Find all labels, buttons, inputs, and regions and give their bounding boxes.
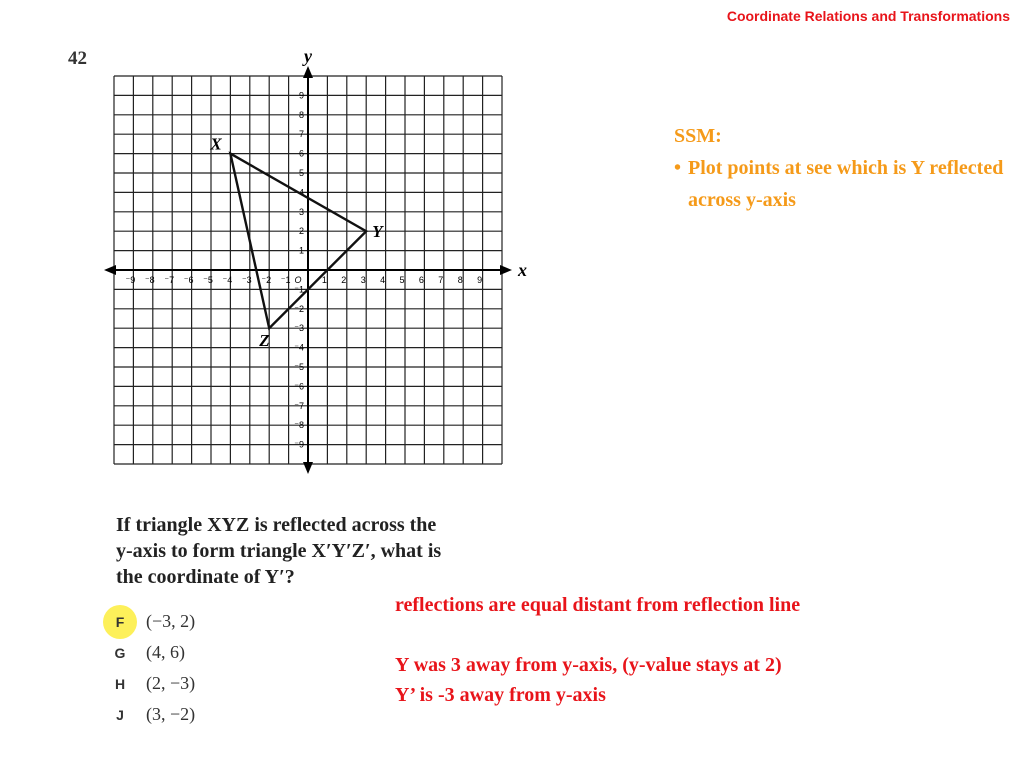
tick-label-y: 4 <box>298 187 304 198</box>
tick-label-x: 5 <box>399 275 405 285</box>
tick-label-x: 3 <box>360 275 366 285</box>
tick-label-x: 2 <box>341 275 347 285</box>
tick-label-x: 9 <box>477 275 483 285</box>
question-line-3: the coordinate of Y′? <box>116 566 295 588</box>
tick-label-y: 7 <box>298 129 304 140</box>
tick-label-x: ⁻4 <box>222 275 233 285</box>
ssm-bullet-text: Plot points at see which is Y reflected across y-axis <box>688 157 1004 211</box>
choice-j[interactable] <box>112 699 195 730</box>
tick-label-y: 2 <box>298 226 304 237</box>
choice-text: (4, 6) <box>146 642 185 662</box>
tick-label-x: 8 <box>457 275 463 285</box>
question-line-1: If triangle XYZ is reflected across the <box>116 514 437 536</box>
tick-label-y: ⁻3 <box>294 323 304 334</box>
tick-label-y: ⁻2 <box>294 303 304 314</box>
vertex-label-x: X <box>210 134 222 154</box>
bullet-mark: • <box>674 157 682 179</box>
choice-text: (−3, 2) <box>146 611 196 631</box>
question-number: 42 <box>68 48 87 69</box>
tick-label-y: ⁻6 <box>294 381 304 392</box>
vertex-label-y: Y <box>372 222 383 242</box>
choice-letter: F <box>112 614 128 630</box>
triangle-outline <box>230 154 366 329</box>
tick-label-x: ⁻5 <box>203 275 213 285</box>
tick-label-x: ⁻8 <box>144 275 155 285</box>
ssm-bullet <box>674 152 1004 216</box>
tick-label-x: 1 <box>321 275 327 285</box>
choice-g[interactable] <box>112 637 195 668</box>
y-axis-arrow-up <box>303 66 313 78</box>
choice-letter: G <box>114 644 126 661</box>
tick-label-x: 6 <box>418 275 424 285</box>
x-axis-label: x <box>518 260 527 280</box>
choice-h[interactable] <box>112 668 195 699</box>
tick-label-y: ⁻5 <box>294 362 304 372</box>
explanation <box>395 590 995 710</box>
tick-label-y: ⁻1 <box>294 284 304 295</box>
x-axis-arrow-left <box>104 265 116 275</box>
triangle-xyz <box>209 135 384 351</box>
ssm-note <box>674 120 1004 216</box>
tick-label-y: ⁻7 <box>294 400 304 411</box>
choice-f[interactable] <box>112 606 195 637</box>
choice-letter: H <box>114 675 126 692</box>
tick-label-y: 6 <box>298 148 304 159</box>
tick-label-y: 9 <box>298 90 304 101</box>
tick-label-x: ⁻3 <box>241 275 252 285</box>
tick-label-y: ⁻9 <box>294 439 304 450</box>
explanation-line-3: Y’ is -3 away from y-axis <box>395 684 606 706</box>
tick-label-x: ⁻2 <box>261 275 272 285</box>
tick-label-y: ⁻8 <box>294 420 304 431</box>
x-axis-arrow-right <box>500 265 512 275</box>
explanation-line-2: Y was 3 away from y-axis, (y-value stays at 2) <box>395 654 782 676</box>
y-axis-arrow-down <box>303 462 313 474</box>
tick-label-y: 5 <box>298 168 304 178</box>
vertex-label-z: Z <box>259 331 270 351</box>
ssm-heading: SSM: <box>674 125 722 147</box>
tick-label-x: 7 <box>438 275 444 285</box>
question-text <box>116 512 546 590</box>
tick-label-y: 1 <box>298 245 304 256</box>
tick-label-x: ⁻9 <box>125 275 136 285</box>
tick-label-y: 3 <box>298 206 304 217</box>
tick-label-x: ⁻6 <box>183 275 194 285</box>
tick-label-x: ⁻7 <box>164 275 175 285</box>
explanation-line-1: reflections are equal distant from reflection line <box>395 594 801 616</box>
choice-text: (2, −3) <box>146 673 196 693</box>
tick-label-y: 8 <box>298 109 304 120</box>
answer-choices <box>112 606 195 730</box>
tick-label-x: ⁻1 <box>280 275 291 285</box>
tick-label-y: ⁻4 <box>294 342 304 353</box>
page-title: Coordinate Relations and Transformations <box>726 8 1010 24</box>
y-axis-label: y <box>304 46 312 66</box>
tick-label-x: 4 <box>380 275 386 285</box>
choice-letter: J <box>116 706 124 723</box>
origin-label: O <box>294 275 302 285</box>
choice-text: (3, −2) <box>146 704 196 724</box>
question-line-2: y-axis to form triangle X′Y′Z′, what is <box>116 540 442 562</box>
